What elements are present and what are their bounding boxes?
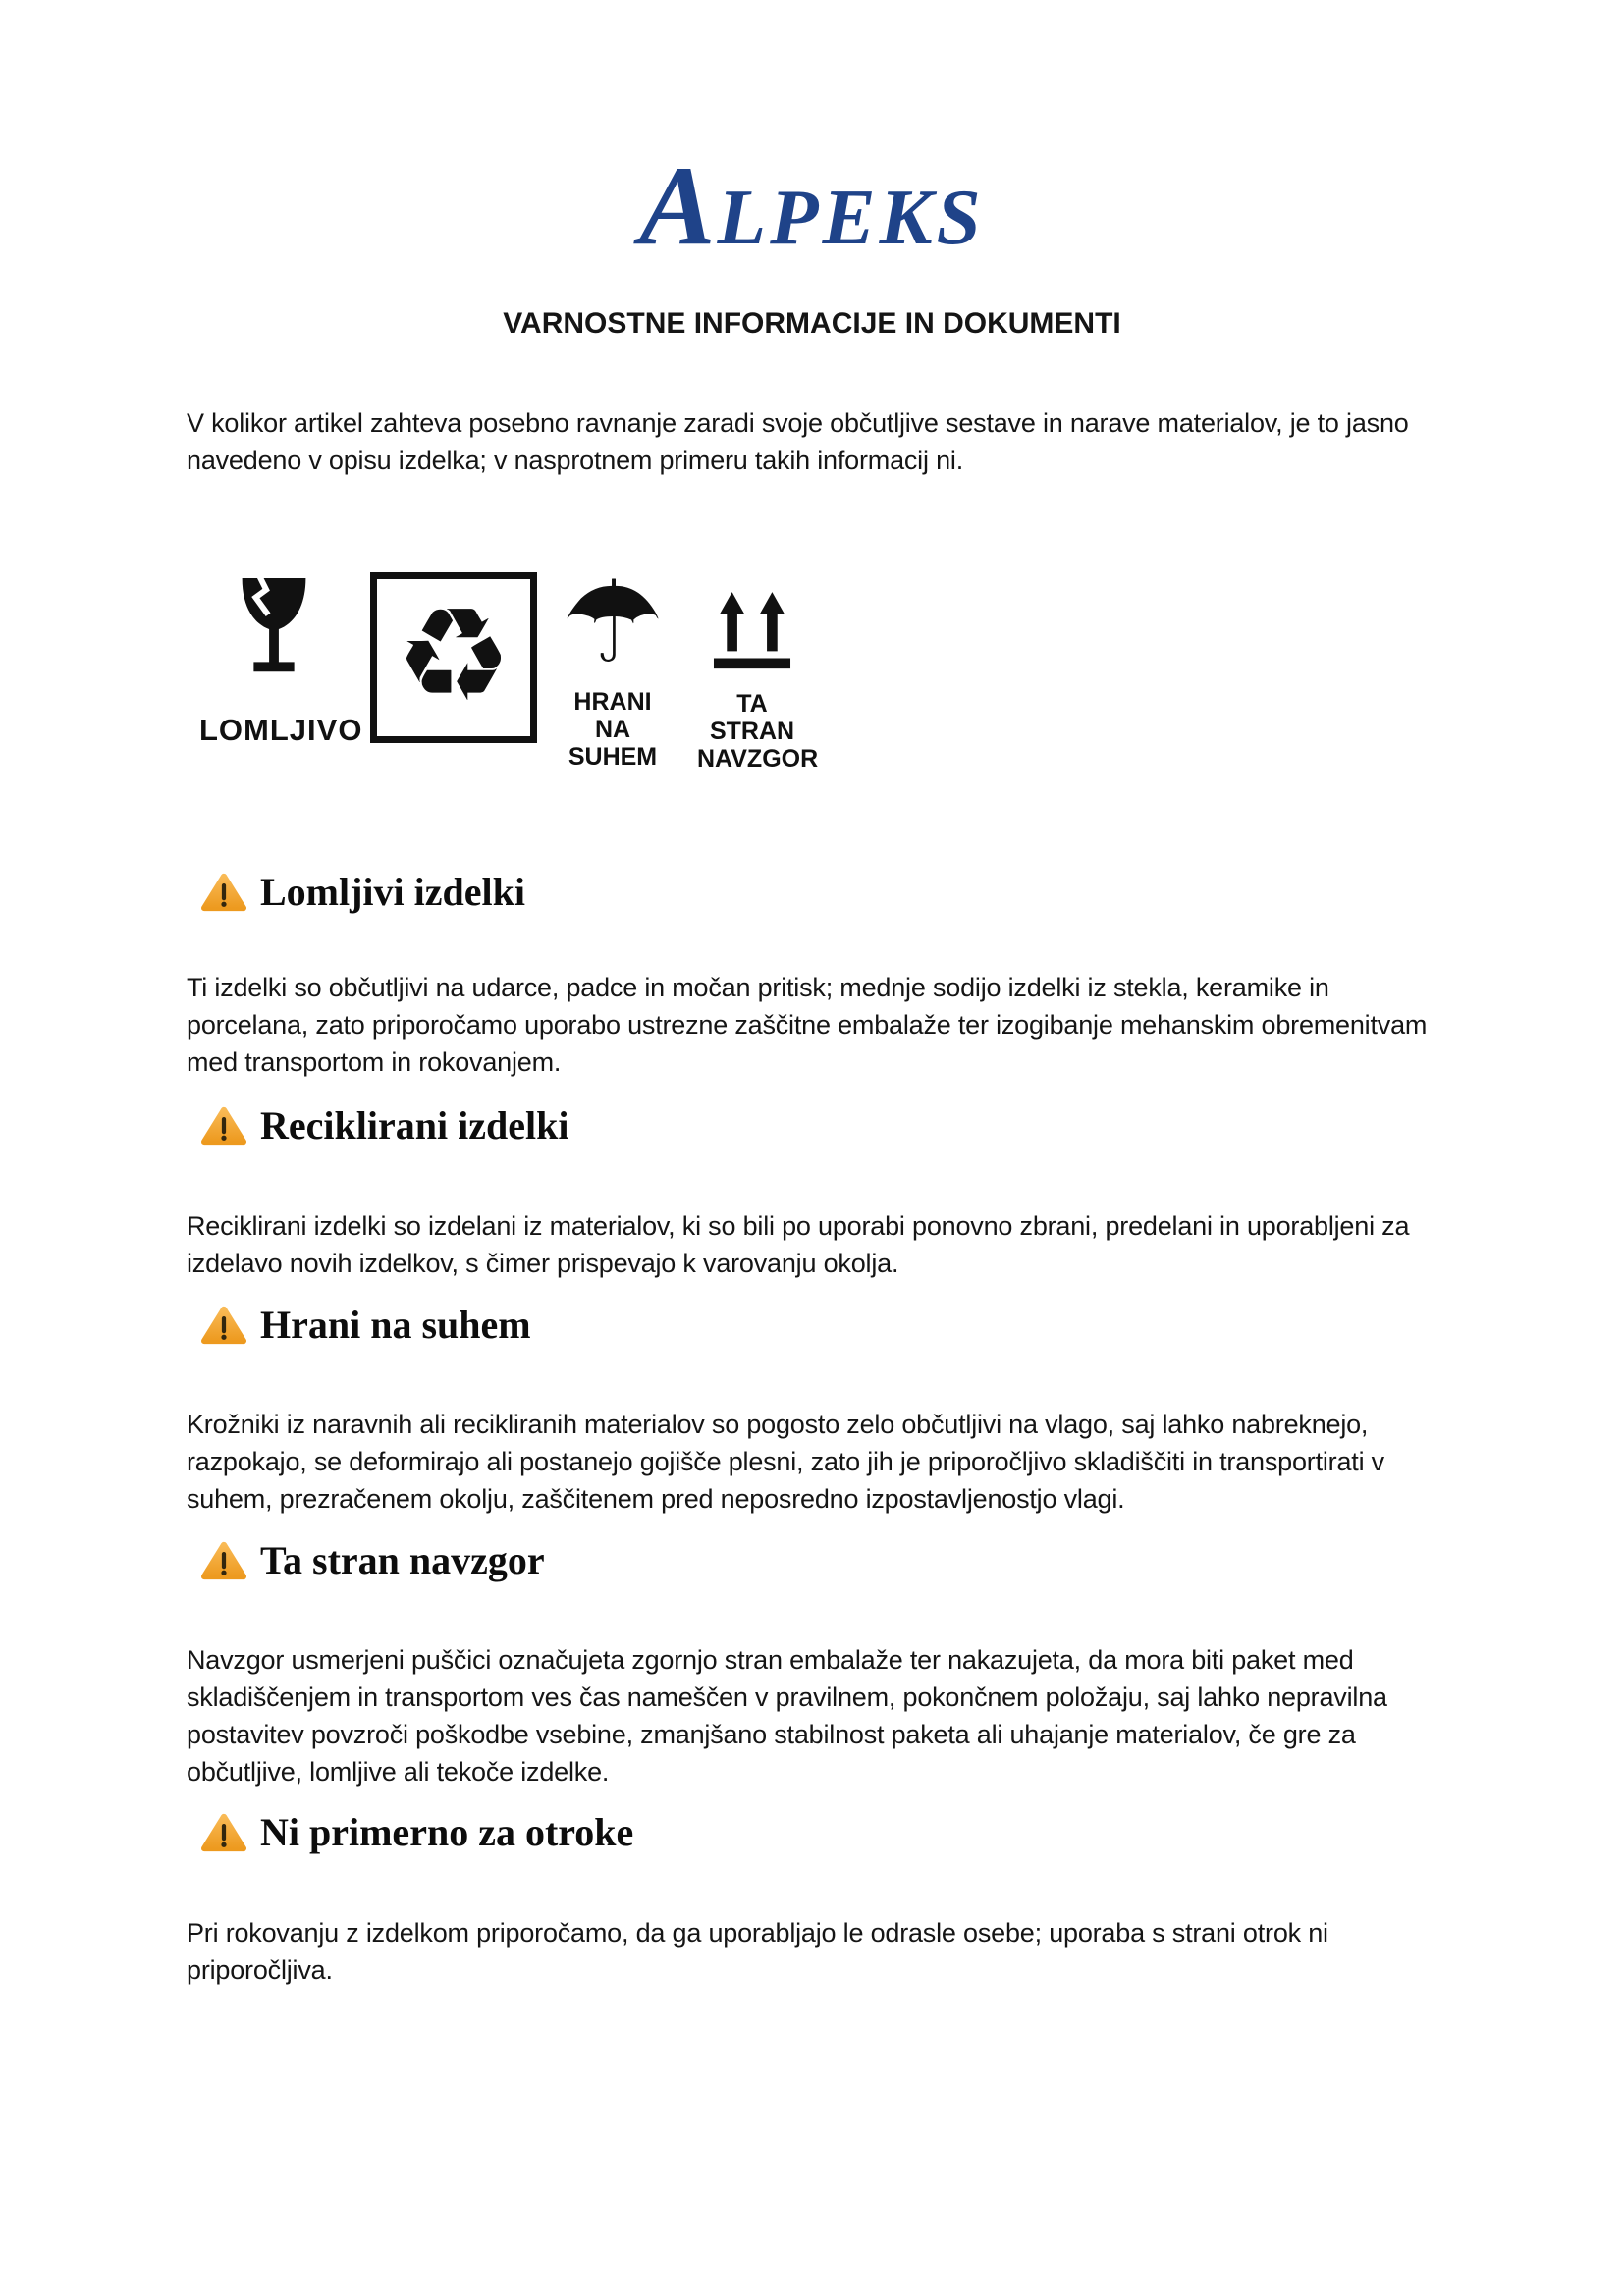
section-heading-fragile-products xyxy=(201,870,525,915)
section-body-recycled-products: Reciklirani izdelki so izdelani iz materialov, ki so bili po uporabi ponovno zbrani, predelani in uporabljeni za izdelavo novih izdelkov, s čimer prispevajo k varovanju okolja. xyxy=(187,1211,1410,1278)
warning-icon xyxy=(201,873,246,912)
section-body-this-way-up: Navzgor usmerjeni puščici označujeta zgornjo stran embalaže ter nakazujeta, da mora biti paket med skladiščenjem in transportom ves čas nameščen v pravilnem, pokončnem položaju, saj lahko nepravilna postavitev povzroči poškodbe vsebine, zmanjšano stabilnost paketa ali uhajanje materialov, če gre za občutljive, lomljive ali tekoče izdelke. xyxy=(187,1645,1387,1787)
section-body-fragile-products: Ti izdelki so občutljivi na udarce, padce in močan pritisk; mednje sodijo izdelki iz stekla, keramike in porcelana, zato priporočamo uporabo ustrezne zaščitne embalaže ter izogibanje mehanskim obremenitvam med transportom in rokovanjem. xyxy=(187,973,1428,1077)
this-way-up-label: TA STRAN NAVZGOR xyxy=(697,690,819,773)
fragile-label: LOMLJIVO xyxy=(199,713,363,747)
page-title: VARNOSTNE INFORMACIJE IN DOKUMENTI xyxy=(503,307,1121,340)
section-body-keep-dry: Krožniki iz naravnih ali recikliranih materialov so pogosto zelo občutljivi na vlago, saj lahko nabreknejo, razpokajo, se deformirajo ali postanejo gojišče plesni, zato jih je priporočljivo skladiščiti in transportirati v suhem, prezračenem okolju, zaščitenem pred neposredno izpostavljenostjo vlagi. xyxy=(187,1410,1384,1514)
warning-icon xyxy=(201,1106,246,1146)
recycling-icon: ♻ xyxy=(395,580,513,731)
warning-icon xyxy=(201,1813,246,1852)
arrows-up-icon xyxy=(704,585,800,677)
section-heading-text: Lomljivi izdelki xyxy=(260,870,525,914)
section-heading-recycled-products xyxy=(201,1103,568,1148)
logo-rest: LPEKS xyxy=(717,173,985,261)
recyclable-symbol xyxy=(370,572,537,743)
section-heading-this-way-up xyxy=(201,1538,545,1583)
section-heading-text: Ni primerno za otroke xyxy=(260,1810,634,1854)
handling-symbols-row xyxy=(0,557,1624,783)
company-logo xyxy=(0,143,1624,269)
section-heading-text: Ta stran navzgor xyxy=(260,1538,545,1582)
section-heading-keep-dry xyxy=(201,1303,531,1348)
broken-glass-icon xyxy=(234,576,314,682)
section-heading-not-for-children xyxy=(201,1810,633,1855)
section-heading-text: Hrani na suhem xyxy=(260,1303,531,1347)
umbrella-icon: ☂ xyxy=(562,557,664,689)
intro-paragraph: V kolikor artikel zahteva posebno ravnanje zaradi svoje občutljive sestave in narave materialov, je to jasno navedeno v opisu izdelka; v nasprotnem primeru takih informacij ni. xyxy=(187,408,1409,475)
logo-initial: A xyxy=(639,143,718,269)
warning-icon xyxy=(201,1306,246,1345)
warning-icon xyxy=(201,1541,246,1580)
fragile-symbol xyxy=(199,572,363,748)
section-body-not-for-children: Pri rokovanju z izdelkom priporočamo, da ga uporabljajo le odrasle osebe; uporaba s strani otrok ni priporočljiva. xyxy=(187,1918,1328,1985)
keep-dry-label: HRANI NA SUHEM xyxy=(568,688,658,771)
keep-dry-symbol xyxy=(553,557,673,771)
section-heading-text: Reciklirani izdelki xyxy=(260,1103,569,1148)
this-way-up-symbol xyxy=(697,585,819,773)
